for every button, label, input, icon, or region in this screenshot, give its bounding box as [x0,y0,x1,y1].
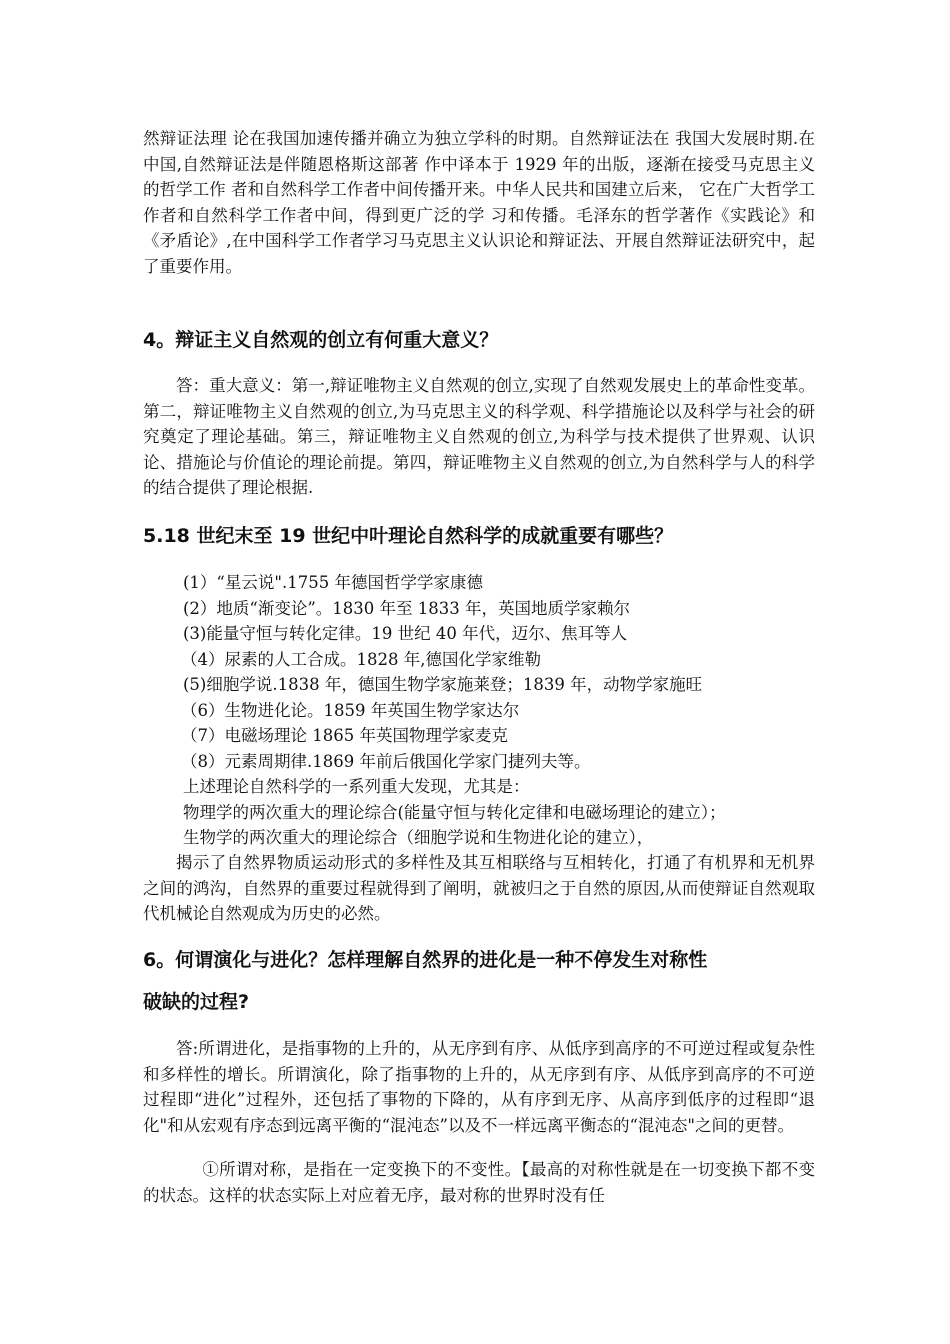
paragraph-answer-6: 答:所谓进化，是指事物的上升的，从无序到有序、从低序到高序的不可逆过程或复杂性和多样性的增长。所谓演化，除了指事物的上升的，从无序到有序、从低序到高序的不可逆过程即“进化”过程外，还包括了事物的下降的，从有序到无序、从高序到低序的过程即“退化"和从宏观有序态到远离平衡的“混沌态”以及不一样远离平衡态的“混沌态"之间的更替。 [143,1039,815,1135]
list-item: 物理学的两次重大的理论综合(能量守恒与转化定律和电磁场理论的建立）； [183,802,726,822]
heading-question-6-line-2: 破缺的过程? [143,991,250,1013]
list-item: 上述理论自然科学的一系列重大发现，尤其是： [183,777,530,796]
list-item: （4）尿素的人工合成。1828 年,德国化学家维勒 [181,649,541,669]
paragraph-answer-5: 揭示了自然界物质运动形式的多样性及其互相联络与互相转化，打通了有机界和无机界之间的鸿沟，自然界的重要过程就得到了阐明，就被归之于自然的原因,从而使辩证自然观取代机械论自然观成为历史的必然。 [143,853,815,923]
heading-question-6-line-1: 6。何谓演化与进化？怎样理解自然界的进化是一种不停发生对称性 [143,949,708,971]
list-item: （7）电磁场理论 1865 年英国物理学家麦克 [181,726,508,745]
list-item: （8）元素周期律.1869 年前后俄国化学家门捷列夫等。 [181,751,591,771]
list-item: (1）“星云说".1755 年德国哲学学家康德 [183,573,483,592]
list-item: (2）地质“渐变论”。1830 年至 1833 年，英国地质学家赖尔 [183,598,631,618]
paragraph-intro: 然辩证法理 论在我国加速传播并确立为独立学科的时期。自然辩证法在 我国大发展时期.在中国,自然辩证法是伴随恩格斯这部著 作中译本于 1929 年的出版，逐渐在接受马克思主义的哲学工作 者和自然科学工作者中间传播开来。中华人民共和国建立后来， 它在广大哲学工作者和自然科学工作者中间，得到更广泛的学 习和传播。毛泽东的哲学著作《实践论》和《矛盾论》,在中国科学工作者学习马克思主义认识论和辩证法、开展自然辩证法研究中，起了重要作用。 [143,129,815,276]
list-item: (5)细胞学说.1838 年，德国生物学家施莱登；1839 年，动物学家施旺 [183,675,703,694]
list-item: （6）生物进化论。1859 年英国生物学家达尔 [181,700,520,720]
list-question-5 [143,570,843,851]
paragraph-answer-4: 答：重大意义：第一,辩证唯物主义自然观的创立,实现了自然观发展史上的革命性变革。第二，辩证唯物主义自然观的创立,为马克思主义的科学观、科学措施论以及科学与社会的研究奠定了理论基础。第三，辩证唯物主义自然观的创立,为科学与技术提供了世界观、认识论、措施论与价值论的理论前提。第四，辩证唯物主义自然观的创立,为自然科学与人的科学的结合提供了理论根据. [143,376,815,497]
heading-question-4: 4。辩证主义自然观的创立有何重大意义？ [143,329,499,351]
list-item: (3)能量守恒与转化定律。19 世纪 40 年代，迈尔、焦耳等人 [183,624,628,643]
paragraph-symmetry: ①所谓对称，是指在一定变换下的不变性。【最高的对称性就是在一切变换下都不变的状态。这样的状态实际上对应着无序，最对称的世界时没有任 [143,1160,815,1205]
heading-question-5: 5.18 世纪末至 19 世纪中叶理论自然科学的成就重要有哪些？ [143,525,674,547]
list-item: 生物学的两次重大的理论综合（细胞学说和生物进化论的建立）， [183,828,654,847]
